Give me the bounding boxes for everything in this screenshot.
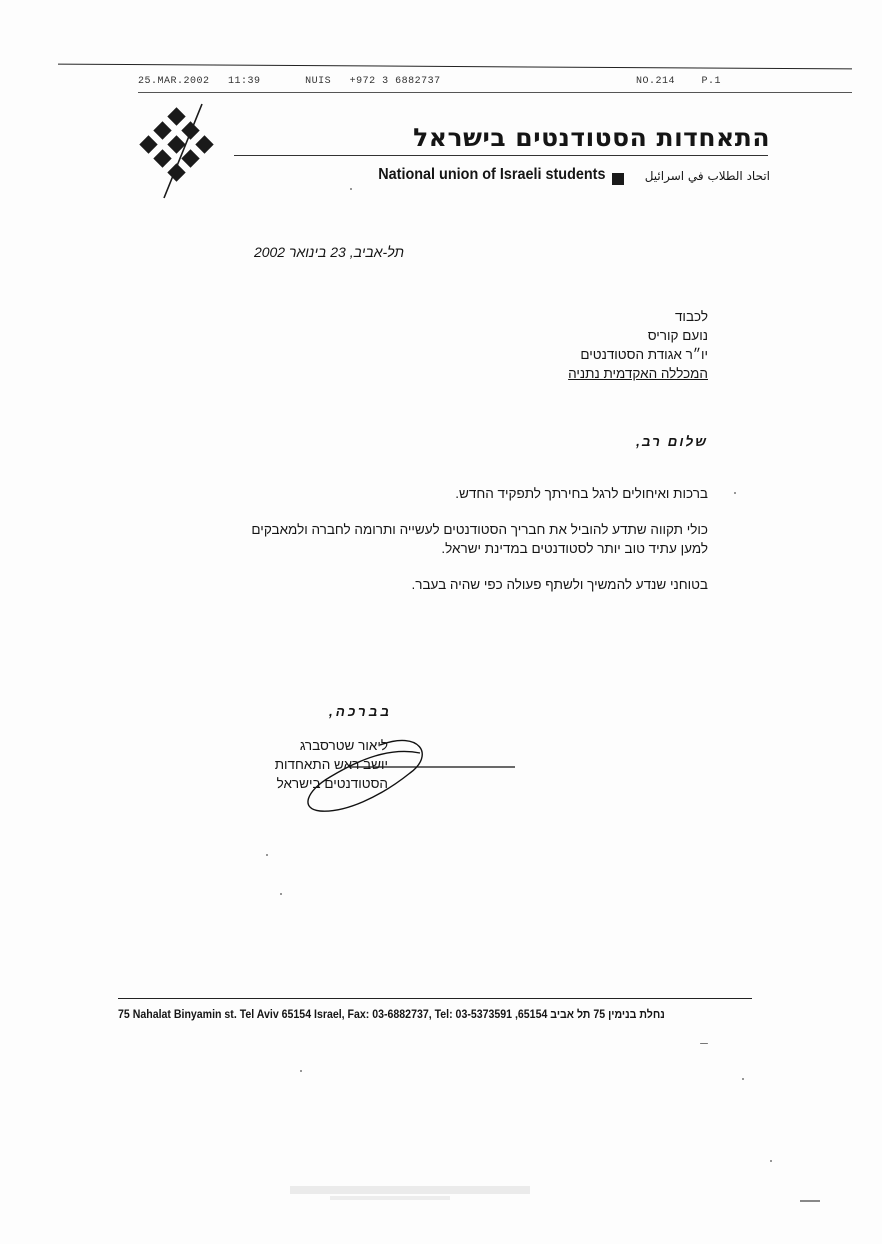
fax-top-rule: [58, 64, 852, 70]
scan-smudge: [330, 1196, 450, 1200]
greeting: שלום רב,: [636, 434, 708, 449]
recipient-name: נועם קוריס: [647, 328, 708, 343]
letterhead-english-name: National union of Israeli students: [377, 166, 605, 183]
scan-speck: [280, 893, 282, 895]
recipient-title: יו״ר אגודת הסטודנטים: [580, 347, 708, 362]
fax-date: 25.MAR.2002: [138, 76, 210, 87]
letterhead-arabic-name: اتحاد الطلاب في اسرائيل: [644, 169, 770, 183]
signatory-block: [168, 736, 388, 793]
letterhead-subtitle: [360, 165, 770, 189]
scan-speck: [350, 188, 352, 190]
signatory-name: ליאור שטרסברג: [299, 738, 388, 753]
letterhead-hebrew-name: התאחדות הסטודנטים בישראל: [413, 123, 770, 152]
union-logo-icon: [134, 100, 230, 202]
closing: בברכה,: [328, 704, 392, 719]
recipient-block: [408, 307, 708, 383]
signatory-title-1: יושב ראש התאחדות: [274, 757, 388, 772]
scan-speck: [300, 1070, 302, 1072]
scan-speck: [734, 492, 736, 494]
fax-header-rule: [138, 92, 852, 93]
scan-speck: [742, 1078, 744, 1080]
recipient-to: לכבוד: [674, 309, 708, 324]
paragraph-congrats: ברכות ואיחולים לרגל בחירתך לתפקיד החדש.: [455, 486, 708, 501]
signatory-title-2: הסטודנטים בישראל: [276, 776, 388, 791]
letterhead-rule: [234, 155, 768, 156]
footer-address: 75 Nahalat Binyamin st. Tel Aviv 65154 Israel, Fax: 03-6882737, Tel: 03-5373591 ,65154 נחלת בנימין 75 תל אביב: [118, 1009, 665, 1021]
fax-phone: +972 3 6882737: [349, 76, 441, 87]
footer-rule: [118, 998, 752, 999]
fax-number: NO.214: [636, 76, 676, 87]
fax-time: 11:39: [228, 76, 261, 87]
scan-smudge: [800, 1200, 820, 1202]
scan-speck: [700, 1043, 708, 1044]
scan-speck: [266, 854, 268, 856]
square-bullet-icon: [612, 173, 624, 185]
paragraph-hope: כולי תקווה שתדע להוביל את חבריך הסטודנטים לעשייה ותרומה לחברה ולמאבקים למען עתיד טוב יותר לסטודנטים במדינת ישראל.: [251, 522, 708, 556]
scan-smudge: [290, 1186, 530, 1194]
recipient-institution: המכללה האקדמית נתניה: [568, 366, 708, 381]
fax-page-info: [636, 76, 721, 87]
letter-date: תל-אביב, 23 בינואר 2002: [253, 244, 404, 260]
scan-speck: [770, 1160, 772, 1162]
fax-sender: NUIS: [305, 76, 332, 87]
paragraph-cooperation: בטוחני שנדע להמשיך ולשתף פעולה כפי שהיה בעבר.: [411, 577, 708, 592]
fax-page: P.1: [701, 76, 722, 87]
